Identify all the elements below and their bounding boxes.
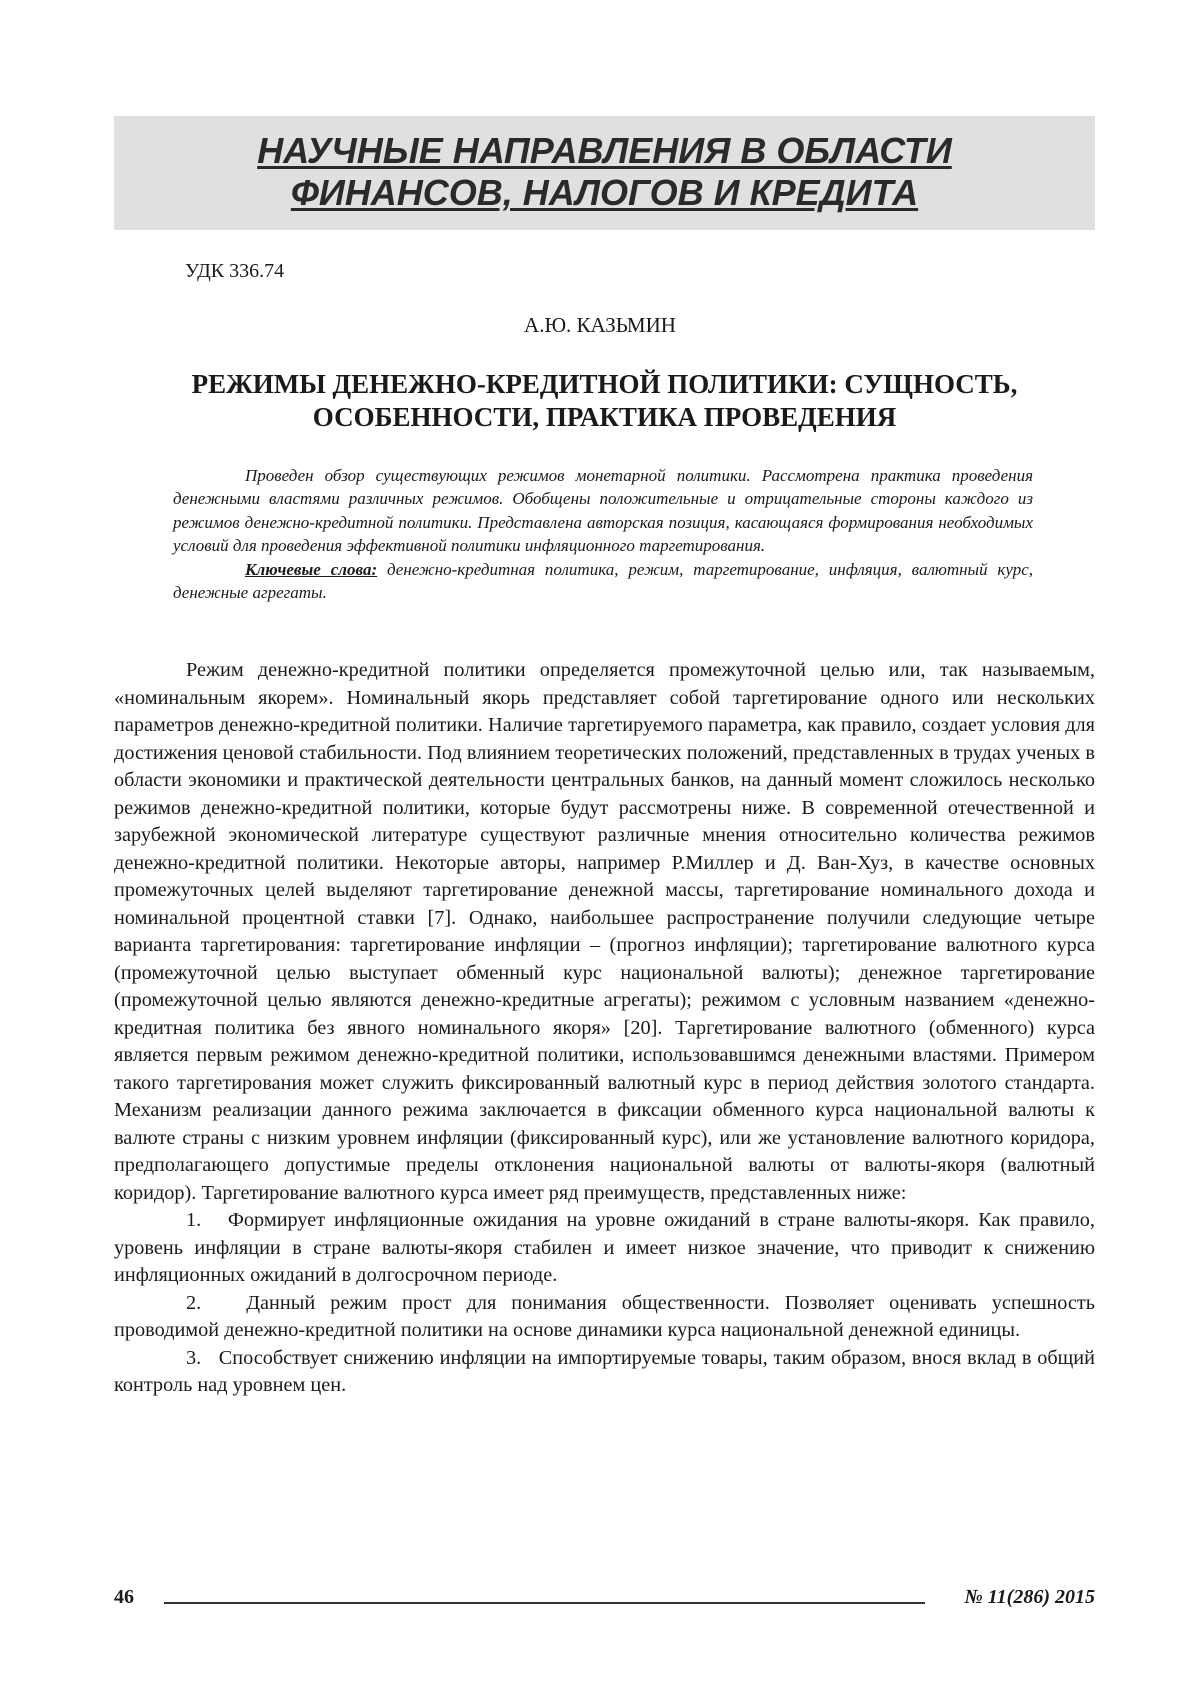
article-title-line-1: РЕЖИМЫ ДЕНЕЖНО-КРЕДИТНОЙ ПОЛИТИКИ: СУЩНОСТЬ, xyxy=(114,368,1095,401)
list-item-text: Данный режим прост для понимания общественности. Позволяет оценивать успешность проводимой денежно-кредитной политики на основе динамики курса национальной денежной единицы. xyxy=(114,1292,1095,1342)
section-title-line-2: ФИНАНСОВ, НАЛОГОВ И КРЕДИТА xyxy=(114,172,1095,214)
list-item xyxy=(114,1207,1095,1290)
article-title-line-2: ОСОБЕННОСТИ, ПРАКТИКА ПРОВЕДЕНИЯ xyxy=(114,401,1095,434)
list-item-text: Способствует снижению инфляции на импортируемые товары, таким образом, внося вклад в общий контроль над уровнем цен. xyxy=(114,1347,1095,1397)
list-item-text: Формирует инфляционные ожидания на уровне ожиданий в стране валюты-якоря. Как правило, уровень инфляции в стране валюты-якоря стабилен и имеет низкое значение, что приводит к снижению инфляционных ожиданий в долгосрочном периоде. xyxy=(114,1209,1095,1286)
keywords-label: Ключевые слова: xyxy=(245,560,377,579)
footer-divider xyxy=(164,1602,925,1604)
article-title xyxy=(114,368,1095,434)
body-paragraph: Режим денежно-кредитной политики определяется промежуточной целью или, так называемым, «номинальным якорем». Номинальный якорь представляет собой таргетирование одного или нескольких параметров денежно-кредитной политики. Наличие таргетируемого параметра, как правило, создает условия для достижения ценовой стабильности. Под влиянием теоретических положений, представленных в трудах ученых в области экономики и практической деятельности центральных банков, на данный момент сложилось несколько режимов денежно-кредитной политики, которые будут рассмотрены ниже. В современной отечественной и зарубежной экономической литературе существуют различные мнения относительно количества режимов денежно-кредитной политики. Некоторые авторы, например Р.Миллер и Д. Ван-Хуз, в качестве основных промежуточных целей выделяют таргетирование денежной массы, таргетирование номинального дохода и номинальной процентной ставки [7]. Однако, наибольшее распространение получили следующие четыре варианта таргетирования: таргетирование инфляции – (прогноз инфляции); таргетирование валютного курса (промежуточной целью выступает обменный курс национальной валюты); денежное таргетирование (промежуточной целью являются денежно-кредитные агрегаты); режимом с условным названием «денежно-кредитная политика без явного номинального якоря» [20]. Таргетирование валютного (обменного) курса является первым режимом денежно-кредитной политики, использовавшимся денежными властями. Примером такого таргетирования может служить фиксированный валютный курс в период действия золотого стандарта. Механизм реализации данного режима заключается в фиксации обменного курса национальной валюты к валюте страны с низким уровнем инфляции (фиксированный курс), или же установление валютного коридора, предполагающего допустимые пределы отклонения национальной валюты от валюты-якоря (валютный коридор). Таргетирование валютного курса имеет ряд преимуществ, представленных ниже: xyxy=(114,657,1095,1207)
section-title xyxy=(114,130,1095,214)
keywords-list: денежно-кредитная политика, режим, таргетирование, инфляция, валютный курс, денежные агрегаты. xyxy=(173,560,1033,602)
page-number: 46 xyxy=(114,1582,134,1612)
udc-code: УДК 336.74 xyxy=(185,258,284,284)
author-name: А.Ю. КАЗЬМИН xyxy=(0,312,1200,338)
section-title-line-1: НАУЧНЫЕ НАПРАВЛЕНИЯ В ОБЛАСТИ xyxy=(114,130,1095,172)
abstract-text: Проведен обзор существующих режимов монетарной политики. Рассмотрена практика проведения денежными властями различных режимов. Обобщены положительные и отрицательные стороны каждого из режимов денежно-кредитной политики. Представлена авторская позиция, касающаяся формирования необходимых условий для проведения эффективной политики инфляционного таргетирования. xyxy=(173,464,1033,558)
issue-number: № 11(286) 2015 xyxy=(964,1582,1095,1612)
page-footer xyxy=(114,1582,1095,1612)
abstract xyxy=(173,464,1033,604)
list-item-number: 2. xyxy=(186,1292,201,1314)
section-banner xyxy=(114,116,1095,230)
list-item-number: 1. xyxy=(186,1209,201,1231)
keywords xyxy=(173,558,1033,605)
list-item-number: 3. xyxy=(186,1347,201,1369)
list-item xyxy=(114,1290,1095,1345)
article-body xyxy=(114,657,1095,1400)
list-item xyxy=(114,1345,1095,1400)
